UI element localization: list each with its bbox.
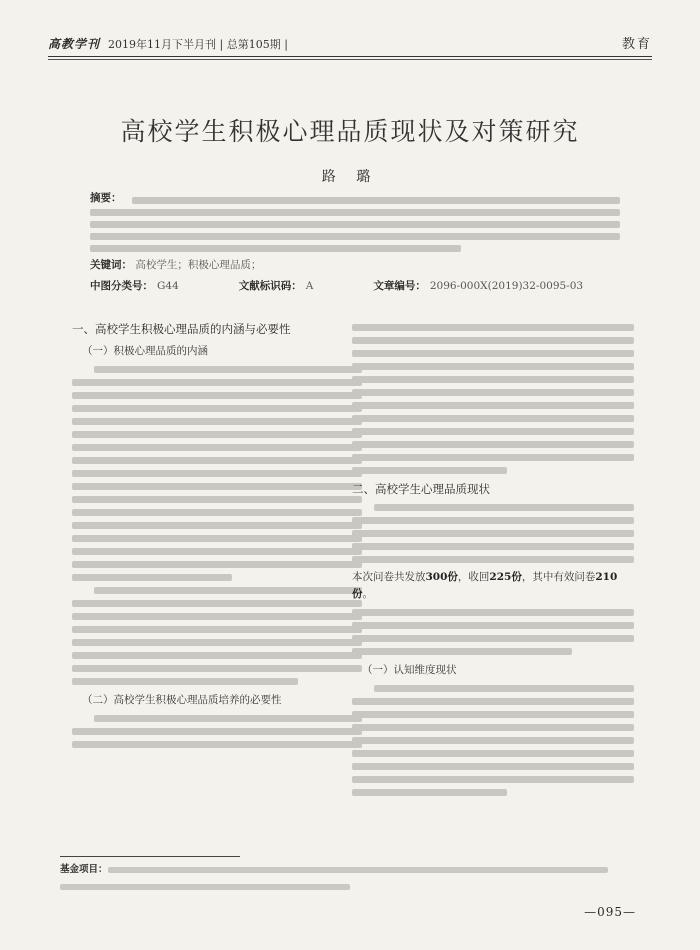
issue-info: 2019年11月下半月刊 | 总第105期 | [108, 38, 288, 51]
article-no-label: 文章编号： [373, 280, 426, 292]
running-header [48, 28, 652, 52]
abstract-text-line [132, 197, 620, 204]
body-paragraph [352, 324, 634, 474]
column-name: 教育 [621, 37, 652, 52]
survey-returned-label: 收回 [468, 571, 490, 583]
abstract-label: 摘要： [90, 192, 122, 204]
left-column [72, 318, 362, 754]
survey-returned-count: 225份 [489, 571, 522, 583]
body-paragraph [72, 715, 362, 748]
clc-label: 中图分类号： [90, 280, 153, 292]
footnote-label: 基金项目： [60, 864, 108, 875]
body-paragraph [72, 587, 362, 685]
body-paragraph [72, 366, 362, 581]
right-column [352, 318, 634, 802]
body-paragraph [352, 685, 634, 796]
section-heading-1: 一、高校学生积极心理品质的内涵与必要性 [72, 322, 291, 336]
subsection-heading-2-1: （一）认知维度现状 [362, 664, 457, 676]
header-rule [48, 56, 652, 57]
abstract-text-line [90, 221, 620, 228]
survey-valid-label: 其中有效问卷 [532, 571, 596, 583]
body-paragraph [352, 504, 634, 563]
survey-issued-count: 300份 [425, 571, 458, 583]
keywords-value: 高校学生；积极心理品质； [135, 259, 262, 271]
article-title: 高校学生积极心理品质现状及对策研究 [120, 117, 580, 146]
keywords-row [90, 257, 620, 274]
survey-valid-count: 210份 [352, 571, 618, 600]
classification-row [90, 278, 620, 295]
body-paragraph [352, 609, 634, 655]
abstract-text-line [90, 245, 461, 252]
keywords-label: 关键词： [90, 259, 132, 271]
article-no-value: 2096-000X(2019)32-0095-03 [429, 280, 584, 292]
survey-issued-label: 本次问卷共发放 [352, 571, 426, 583]
page-number: —095— [584, 905, 636, 919]
subsection-heading-1-2: （二）高校学生积极心理品质培养的必要性 [82, 694, 282, 706]
abstract-block [90, 190, 620, 295]
footnote-rule [60, 856, 240, 857]
survey-summary: 本次问卷共发放300份，收回225份，其中有效问卷210份。 [352, 571, 618, 600]
journal-name: 高教学刊 [48, 37, 101, 51]
abstract-text-line [90, 233, 620, 240]
section-heading-2: 二、高校学生心理品质现状 [352, 482, 490, 496]
header-rule-thin [48, 59, 652, 60]
doc-code-label: 文献标识码： [238, 280, 302, 292]
footnote [60, 862, 640, 892]
abstract-text-line [90, 209, 620, 216]
doc-code-value: A [305, 280, 314, 292]
clc-value: G44 [157, 280, 179, 292]
author-name: 路 璐 [321, 169, 379, 185]
subsection-heading-1-1: （一）积极心理品质的内涵 [82, 345, 208, 357]
